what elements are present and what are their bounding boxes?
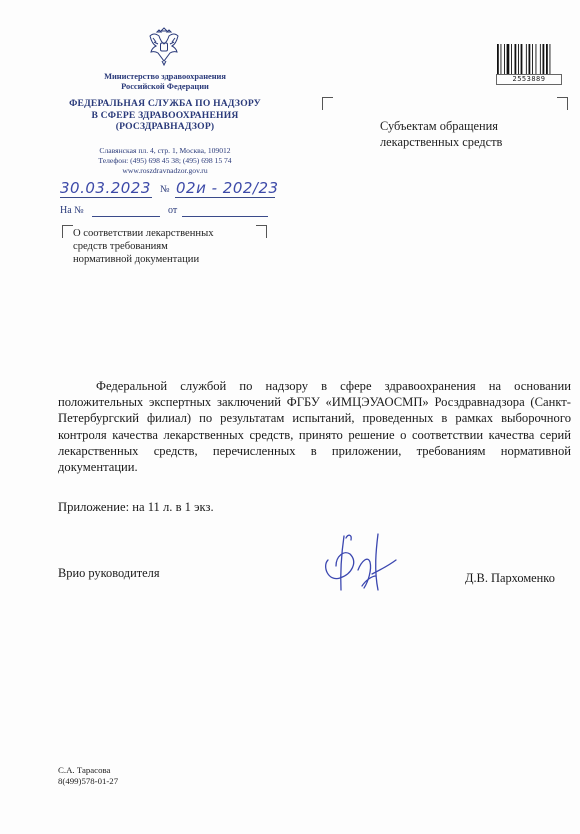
appendix-note: Приложение: на 11 л. в 1 экз. xyxy=(58,500,214,514)
subject-line: нормативной документации xyxy=(73,254,200,265)
reference-date-line xyxy=(182,216,268,217)
barcode-bar xyxy=(526,44,527,74)
service-line: ФЕДЕРАЛЬНАЯ СЛУЖБА ПО НАДЗОРУ xyxy=(69,98,261,109)
registration-date: 30.03.2023 xyxy=(60,179,151,197)
barcode-bar xyxy=(521,44,523,74)
service-name xyxy=(50,98,280,133)
ministry-line: Российской Федерации xyxy=(121,82,209,91)
service-line: (РОСЗДРАВНАДЗОР) xyxy=(115,121,215,132)
signer-name: Д.В. Пархоменко xyxy=(465,571,555,585)
double-headed-eagle-emblem-icon xyxy=(146,24,182,68)
barcode-bar xyxy=(497,44,499,74)
recipient-line: Субъектам обращения xyxy=(380,119,498,133)
address-block xyxy=(60,146,270,176)
recipient-bracket-right xyxy=(557,97,568,110)
barcode-bar xyxy=(507,44,510,74)
phone-line: Телефон: (495) 698 45 38; (495) 698 15 74 xyxy=(98,156,232,165)
ministry-line: Министерство здравоохранения xyxy=(104,72,226,81)
subject-block xyxy=(73,227,263,266)
recipient-line: лекарственных средств xyxy=(380,135,503,149)
executor-name: С.А. Тарасова xyxy=(58,765,111,775)
letter-body: Федеральной службой по надзору в сфере здравоохранения на основании положительных экспертных заключений ФГБУ «ИМЦЭУАОСМП» Росздравнадзора (Санкт-Петербургский филиал) по результатам испытаний, проведенных в рамках выборочного контроля качества лекарственных средств, принято решение о соответствии качества серий лекарственных средств, перечисленных в приложении, требованиям нормативной документации. xyxy=(58,379,571,475)
executor-block xyxy=(58,765,118,787)
handwritten-signature xyxy=(318,530,402,594)
executor-phone: 8(499)578-01-27 xyxy=(58,776,119,786)
barcode-image xyxy=(496,44,560,74)
website-line: www.roszdravnadzor.gov.ru xyxy=(122,166,208,175)
number-underline xyxy=(175,197,275,198)
barcode-bar xyxy=(504,44,505,74)
recipient-bracket-left xyxy=(322,97,333,110)
barcode-number: 2553889 xyxy=(496,74,562,85)
reference-number-label: На № xyxy=(60,205,84,216)
barcode-bar xyxy=(511,44,512,74)
barcode-bar xyxy=(546,44,548,74)
barcode-bar xyxy=(515,44,517,74)
barcode-bar xyxy=(550,44,551,74)
reference-date-label: от xyxy=(168,205,178,216)
subject-line: О соответствии лекарственных xyxy=(73,228,214,239)
barcode-bar xyxy=(540,44,541,74)
subject-line: средств требованиям xyxy=(73,241,168,252)
registration-number: 02и - 202/23 xyxy=(176,179,279,197)
address-line: Славянская пл. 4, стр. 1, Москва, 109012 xyxy=(99,146,231,155)
barcode-bar xyxy=(529,44,531,74)
barcode-bar xyxy=(532,44,533,74)
ministry-name xyxy=(60,72,270,92)
reference-number-line xyxy=(92,216,160,217)
date-underline xyxy=(60,197,152,198)
barcode-bar xyxy=(518,44,519,74)
service-line: В СФЕРЕ ЗДРАВООХРАНЕНИЯ xyxy=(91,109,239,121)
recipient-block xyxy=(380,118,540,150)
signer-position: Врио руководителя xyxy=(58,566,160,580)
barcode-bar xyxy=(536,44,537,74)
barcode-bar xyxy=(501,44,502,74)
number-sign: № xyxy=(160,184,170,195)
subject-bracket-left xyxy=(62,225,73,238)
barcode-bar xyxy=(543,44,545,74)
